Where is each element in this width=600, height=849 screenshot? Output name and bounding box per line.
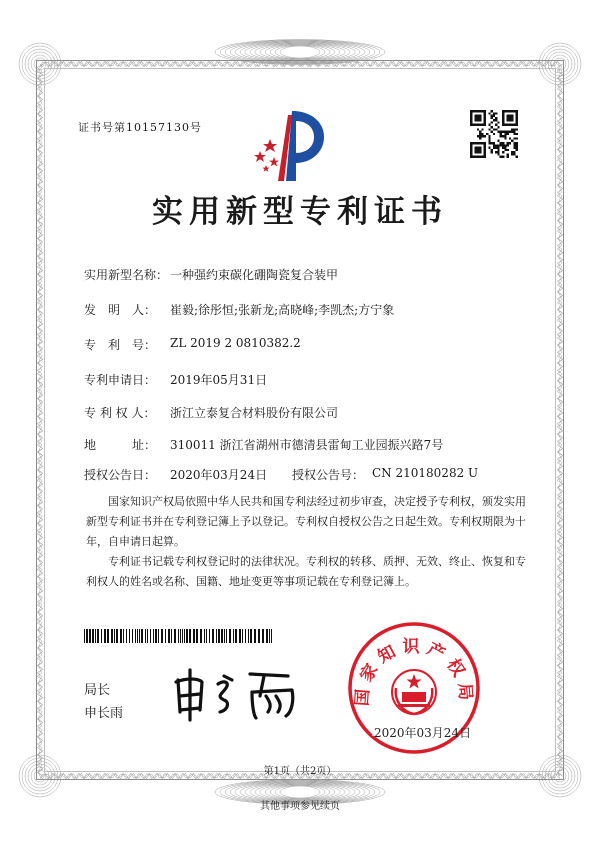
certificate-number: 证书号第10157130号 (78, 121, 202, 134)
field-label-patent-number: 专 利 号： (84, 338, 157, 352)
national-emblem-icon (392, 670, 436, 714)
footer-note: 其他事项参见续页 (260, 801, 340, 812)
field-value-patent-number: ZL 2019 2 0810382.2 (170, 336, 301, 350)
page-info: 第1页（共2页） (263, 766, 337, 777)
field-label-patentee: 专 利 权 人： (84, 406, 156, 420)
field-value-announcement-number: CN 210180282 U (372, 466, 479, 480)
paragraph-grant-statement: 国家知识产权局依照中华人民共和国专利法经过初步审查，决定授予专利权，颁发实用新型专利证书并在专利登记簿上予以登记。专利权自授权公告之日起生效。专利权期限为十年，自申请日起算。 (86, 495, 526, 548)
field-value-address: 310011 浙江省湖州市德清县雷甸工业园振兴路7号 (170, 438, 444, 452)
field-label-filing-date: 专利申请日： (84, 373, 157, 387)
certificate-title: 实用新型专利证书 (152, 194, 448, 230)
field-value-filing-date: 2019年05月31日 (170, 373, 268, 387)
field-value-inventors: 崔毅;徐彤恒;张新龙;高晓峰;李凯杰;方宁象 (170, 303, 395, 317)
field-value-name: 一种强约束碳化硼陶瓷复合装甲 (170, 268, 339, 282)
field-label-announcement-number: 授权公告号： (292, 468, 365, 482)
director-name: 申长雨 (84, 706, 124, 721)
field-label-grant-date: 授权公告日： (84, 468, 157, 482)
field-value-patentee: 浙江立泰复合材料股份有限公司 (170, 406, 339, 420)
field-label-address: 地 址： (84, 438, 157, 452)
cnipa-logo-icon (248, 105, 332, 183)
director-title: 局长 (84, 683, 111, 698)
seal-arc-text: 国家知识产权局 (352, 637, 476, 707)
director-signature-icon (168, 666, 318, 722)
seal-date: 2020年03月24日 (374, 726, 472, 740)
field-label-name: 实用新型名称： (84, 268, 169, 282)
paragraph-legal-status: 专利证书记载专利权登记时的法律状况。专利权的转移、质押、无效、终止、恢复和专利权人的姓名或名称、国籍、地址变更等事项记载在专利登记簿上。 (86, 555, 526, 588)
qr-code-icon (470, 110, 518, 158)
field-value-grant-date: 2020年03月24日 (170, 468, 268, 482)
field-label-inventors: 发 明 人： (84, 303, 157, 317)
barcode-icon (84, 629, 274, 643)
